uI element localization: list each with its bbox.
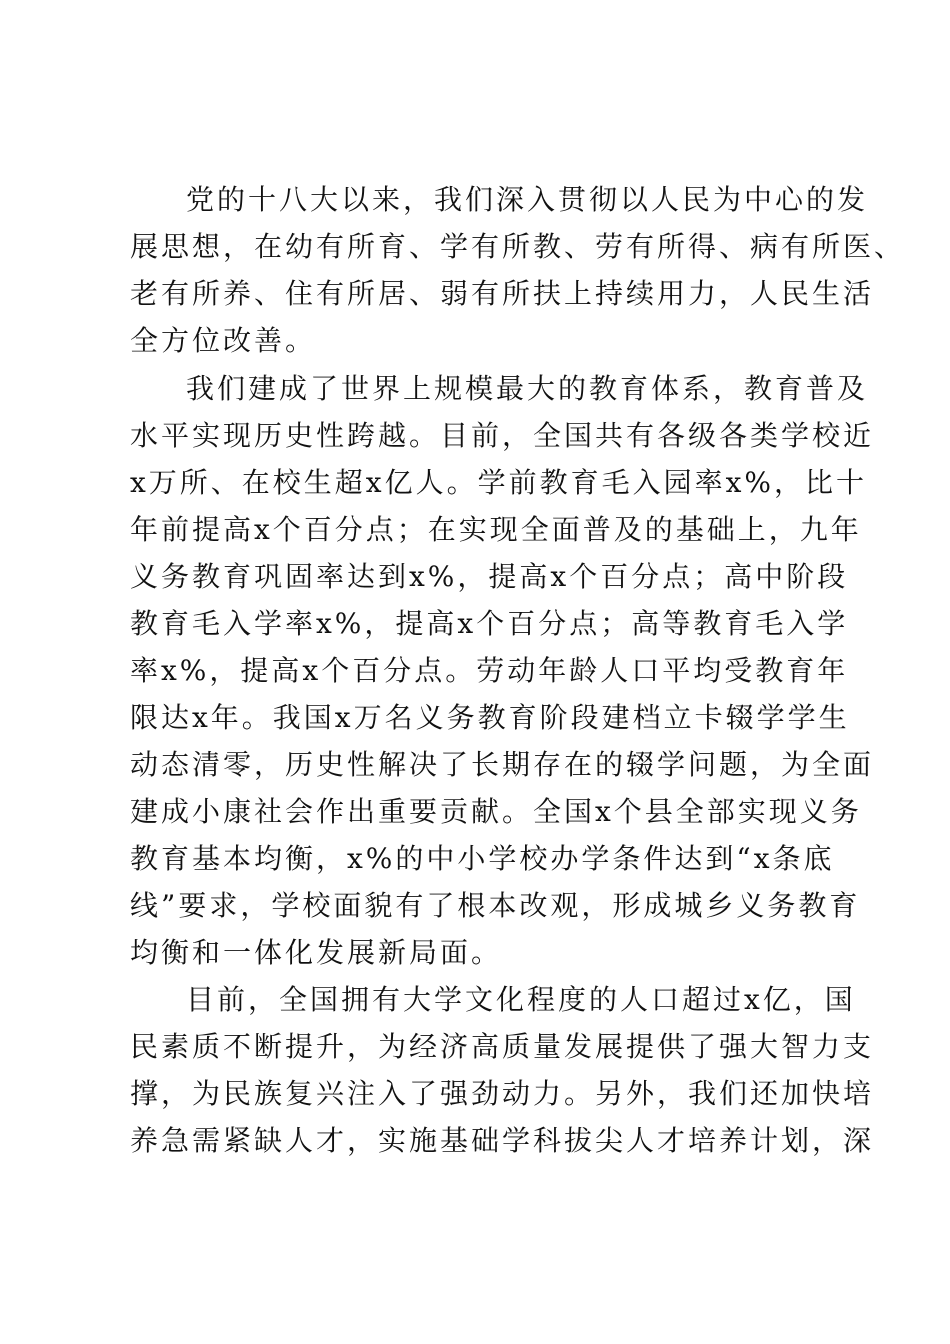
- text-line: 民素质不断提升，为经济高质量发展提供了强大智力支: [130, 1030, 875, 1063]
- text-line: 目前，全国拥有大学文化程度的人口超过x亿，国: [186, 983, 856, 1016]
- text-line: 党的十八大以来，我们深入贯彻以人民为中心的发: [186, 183, 869, 216]
- text-line: x万所、在校生超x亿人。学前教育毛入园率x%，比十: [130, 466, 867, 499]
- text-line: 展思想，在幼有所育、学有所教、劳有所得、病有所医、: [130, 230, 906, 263]
- text-line: 动态清零，历史性解决了长期存在的辍学问题，为全面: [130, 748, 875, 781]
- text-line: 均衡和一体化发展新局面。: [130, 936, 503, 969]
- text-line: 全方位改善。: [130, 324, 317, 357]
- text-line: 水平实现历史性跨越。目前，全国共有各级各类学校近: [130, 419, 875, 452]
- text-line: 限达x年。我国x万名义务教育阶段建档立卡辍学学生: [130, 701, 850, 734]
- text-line: 建成小康社会作出重要贡献。全国x个县全部实现义务: [130, 795, 862, 828]
- text-line: 线”要求，学校面貌有了根本改观，形成城乡义务教育: [130, 889, 861, 922]
- text-line: 我们建成了世界上规模最大的教育体系，教育普及: [186, 372, 869, 405]
- text-line: 撑，为民族复兴注入了强劲动力。另外，我们还加快培: [130, 1077, 875, 1110]
- text-line: 老有所养、住有所居、弱有所扶上持续用力，人民生活: [130, 277, 875, 310]
- text-line: 义务教育巩固率达到x%，提高x个百分点；高中阶段: [130, 560, 849, 593]
- text-line: 养急需紧缺人才，实施基础学科拔尖人才培养计划，深: [130, 1124, 875, 1157]
- text-line: 率x%，提高x个百分点。劳动年龄人口平均受教育年: [130, 654, 849, 687]
- text-line: 年前提高x个百分点；在实现全面普及的基础上，九年: [130, 513, 862, 546]
- text-line: 教育基本均衡，x%的中小学校办学条件达到“x条底: [130, 842, 835, 875]
- text-line: 教育毛入学率x%，提高x个百分点；高等教育毛入学: [130, 607, 849, 640]
